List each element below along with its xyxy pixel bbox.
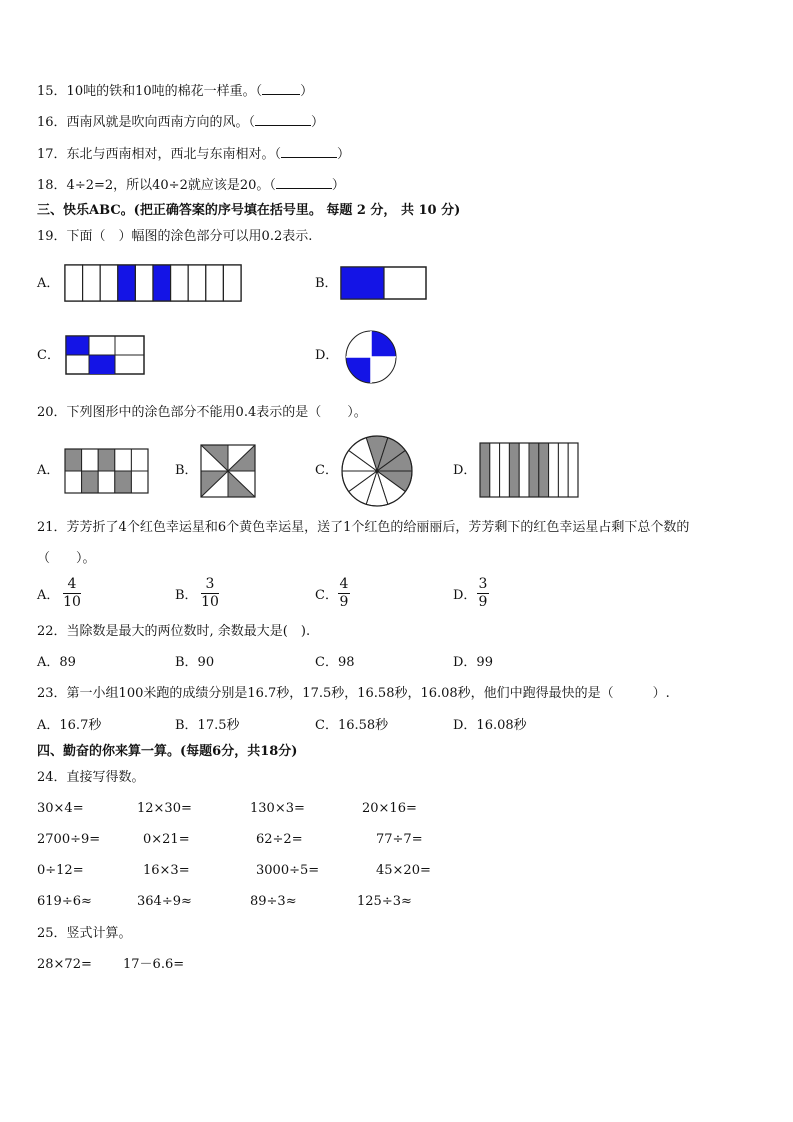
answer-blank[interactable] <box>255 113 311 126</box>
question-22-stem: 22．当除数是最大的两位数时, 余数最大是( ). <box>37 624 311 639</box>
strip-cell <box>539 443 549 497</box>
question-21-stem: 21．芳芳折了4个红色幸运星和6个黄色幸运星，送了1个红色的给丽丽后，芳芳剩下的红色幸运星占剩下总个数的 <box>37 520 690 535</box>
q20-figure-b <box>200 444 256 498</box>
q21-label-a: A． <box>37 588 60 603</box>
calc-item: 2700÷9= <box>37 832 101 847</box>
calc-item: 89÷3≈ <box>250 894 297 909</box>
q21-label-d: D． <box>453 588 477 603</box>
q20-label-c: C． <box>315 463 338 478</box>
q20-label-d: D． <box>453 463 477 478</box>
strip-cell <box>549 443 559 497</box>
q20-figure-d <box>479 442 579 498</box>
question-23-stem: 23．第一小组100米跑的成绩分别是16.7秒，17.5秒，16.58秒，16.08秒，他们中跑得最快的是（ ）. <box>37 686 670 701</box>
q19-a-cells <box>65 265 241 301</box>
calc-item: 364÷9≈ <box>137 894 192 909</box>
strip-cell <box>519 443 529 497</box>
grid-cell <box>98 449 115 471</box>
question-17: 17．东北与西南相对，西北与东南相对。（ ） <box>37 147 351 162</box>
q19-label-c: C． <box>37 348 60 363</box>
q20-figure-c <box>340 434 414 508</box>
grid-cell <box>98 471 115 493</box>
q23-option-d: D．16.08秒 <box>453 718 527 733</box>
grid-cell <box>65 471 82 493</box>
strip-cell <box>188 265 206 301</box>
calc-item: 77÷7= <box>376 832 423 847</box>
strip-cell <box>135 265 153 301</box>
section-3-heading: 三、快乐ABC。(把正确答案的序号填在括号里。 每题 2 分， 共 10 分) <box>37 203 461 218</box>
q19-figure-b <box>340 266 427 300</box>
q20-label-a: A． <box>37 463 60 478</box>
q21-option-a-fraction: 4 10 <box>63 576 81 610</box>
q19-label-d: D． <box>315 348 339 363</box>
strip-cell <box>480 443 490 497</box>
grid-cell <box>131 471 148 493</box>
calc-item: 17－6.6= <box>123 957 185 972</box>
question-20-stem: 20．下列图形中的涂色部分不能用0.4表示的是（ ）。 <box>37 405 367 420</box>
calc-item: 20×16= <box>362 801 417 816</box>
answer-blank[interactable] <box>281 145 337 158</box>
strip-cell <box>558 443 568 497</box>
question-21-stem-cont: （ ）。 <box>37 551 96 566</box>
calc-item: 16×3= <box>143 863 190 878</box>
calc-item: 0÷12= <box>37 863 84 878</box>
question-15: 15．10吨的铁和10吨的棉花一样重。（ ） <box>37 84 314 99</box>
question-19-stem: 19．下面（ ）幅图的涂色部分可以用0.2表示. <box>37 229 313 244</box>
q20-label-b: B． <box>175 463 198 478</box>
grid-cell <box>131 449 148 471</box>
strip-cell <box>83 265 101 301</box>
q21-option-c-fraction: 4 9 <box>339 576 349 610</box>
strip-cell <box>568 443 578 497</box>
answer-blank[interactable] <box>262 82 300 95</box>
q19-label-a: A． <box>37 276 60 291</box>
question-16-text: 16．西南风就是吹向西南方向的风。（ <box>37 115 256 130</box>
strip-cell <box>206 265 224 301</box>
strip-cell <box>500 443 510 497</box>
q19-figure-a <box>64 264 242 302</box>
strip-cell <box>100 265 118 301</box>
calc-item: 30×4= <box>37 801 84 816</box>
answer-blank[interactable] <box>276 176 332 189</box>
q20-a-cells <box>65 449 148 493</box>
question-24-stem: 24．直接写得数。 <box>37 770 145 785</box>
calc-item: 130×3= <box>250 801 305 816</box>
q21-option-d-fraction: 3 9 <box>478 576 488 610</box>
q20-d-cells <box>480 443 578 497</box>
grid-cell <box>115 449 132 471</box>
question-16: 16．西南风就是吹向西南方向的风。（ ） <box>37 115 325 130</box>
q19-figure-d <box>345 329 397 385</box>
strip-cell <box>171 265 189 301</box>
strip-cell <box>509 443 519 497</box>
question-25-stem: 25．竖式计算。 <box>37 926 132 941</box>
q23-option-a: A．16.7秒 <box>37 718 102 733</box>
grid-cell <box>82 471 99 493</box>
grid-cell <box>65 449 82 471</box>
question-17-text: 17．东北与西南相对，西北与东南相对。（ <box>37 147 282 162</box>
strip-cell <box>529 443 539 497</box>
strip-cell <box>65 265 83 301</box>
q19-label-b: B． <box>315 276 338 291</box>
strip-cell <box>118 265 136 301</box>
calc-item: 3000÷5= <box>256 863 320 878</box>
q22-option-c: C．98 <box>315 655 355 670</box>
grid-cell <box>82 449 99 471</box>
q21-label-b: B． <box>175 588 198 603</box>
q23-option-c: C．16.58秒 <box>315 718 389 733</box>
q21-option-b-fraction: 3 10 <box>201 576 219 610</box>
strip-cell <box>490 443 500 497</box>
q21-label-c: C． <box>315 588 338 603</box>
grid-cell <box>115 471 132 493</box>
calc-item: 0×21= <box>143 832 190 847</box>
strip-cell <box>223 265 241 301</box>
q20-figure-a <box>64 448 149 494</box>
strip-cell <box>153 265 171 301</box>
calc-item: 62÷2= <box>256 832 303 847</box>
calc-item: 619÷6≈ <box>37 894 92 909</box>
q22-option-a: A．89 <box>37 655 76 670</box>
q22-option-d: D．99 <box>453 655 493 670</box>
calc-item: 28×72= <box>37 957 92 972</box>
calc-item: 12×30= <box>137 801 192 816</box>
q19-figure-c <box>65 335 145 375</box>
q23-option-b: B．17.5秒 <box>175 718 240 733</box>
calc-item: 125÷3≈ <box>357 894 412 909</box>
section-4-heading: 四、勤奋的你来算一算。(每题6分，共18分) <box>37 744 298 759</box>
question-18: 18．4÷2=2，所以40÷2就应该是20。（ ） <box>37 178 345 193</box>
calc-item: 45×20= <box>376 863 431 878</box>
question-15-text: 15．10吨的铁和10吨的棉花一样重。（ <box>37 84 263 99</box>
question-18-text: 18．4÷2=2，所以40÷2就应该是20。（ <box>37 178 276 193</box>
q22-option-b: B．90 <box>175 655 215 670</box>
